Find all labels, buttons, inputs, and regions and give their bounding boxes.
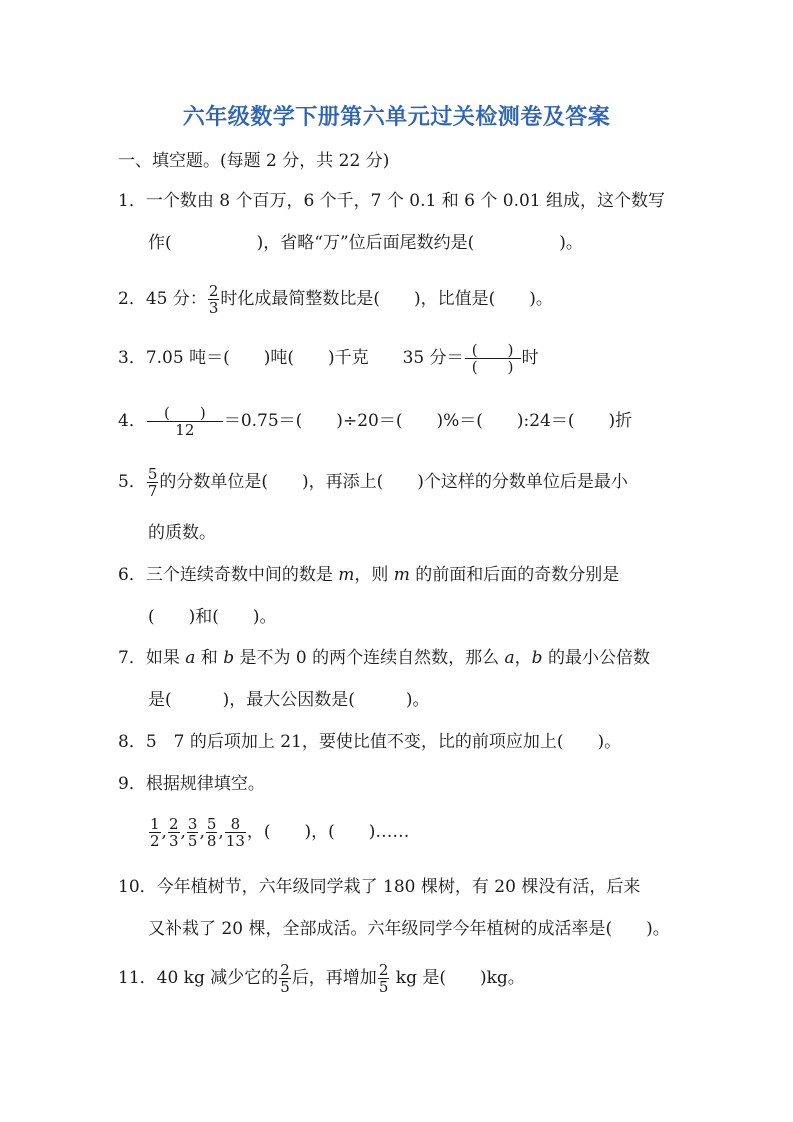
- fraction-denominator-blank: ( ): [465, 358, 521, 375]
- fraction-five-sevenths: [147, 466, 159, 499]
- section-heading: 一、填空题。(每题 2 分，共 22 分): [118, 151, 390, 171]
- text-segment: 的前面和后面的奇数分别是: [409, 565, 620, 585]
- fraction-denominator: 13: [225, 832, 245, 850]
- fraction-denominator: 7: [147, 482, 158, 500]
- sequence-fraction: [187, 816, 199, 849]
- fraction-numerator: 2: [168, 815, 179, 833]
- fraction-over-twelve: [147, 405, 223, 438]
- question-11: [118, 962, 525, 995]
- fraction-numerator: 2: [208, 282, 219, 300]
- question-7-line-1: [118, 647, 650, 669]
- sequence-fraction: [168, 816, 180, 849]
- variable-a: a: [504, 648, 515, 668]
- page-title: 六年级数学下册第六单元过关检测卷及答案: [182, 105, 611, 130]
- sequence-separator: ,: [199, 822, 205, 842]
- sequence-separator: ,: [218, 822, 224, 842]
- question-10-line-1: 10．今年植树节，六年级同学栽了 180 棵树，有 20 棵没有活，后来: [118, 877, 641, 897]
- fraction-blank: [465, 342, 521, 375]
- fraction-numerator: 8: [230, 815, 241, 833]
- question-1-line-1: 1．一个数由 8 个百万，6 个千，7 个 0.1 和 6 个 0.01 组成，这个数写: [118, 191, 666, 211]
- fraction-numerator: 1: [150, 815, 160, 833]
- question-10-line-2: 又补栽了 20 棵，全部成活。六年级同学今年植树的成活率是( )。: [148, 919, 670, 939]
- sequence-separator: ,: [161, 822, 167, 842]
- variable-b: b: [223, 648, 235, 668]
- fraction-denominator: 5: [187, 832, 198, 850]
- sequence-fraction: [206, 816, 218, 849]
- variable-m: m: [393, 565, 410, 585]
- sequence-fraction: [225, 816, 246, 849]
- fraction-denominator: 3: [208, 299, 219, 317]
- question-7-line-2: 是( )，最大公因数是( )。: [148, 690, 430, 710]
- fraction-sequence: [148, 815, 247, 850]
- question-11-prefix: 11．40 kg 减少它的: [118, 968, 279, 988]
- question-9-line-1: 9．根据规律填空。: [118, 774, 265, 794]
- fraction-denominator: 8: [206, 832, 217, 850]
- question-3: [118, 342, 539, 375]
- fraction-two-thirds: [208, 283, 220, 316]
- variable-b: b: [531, 648, 543, 668]
- fraction-numerator-blank: ( ): [163, 404, 206, 422]
- question-3-prefix: 3．7.05 吨＝( )吨( )千克 35 分＝: [118, 348, 464, 368]
- sequence-fraction: [149, 816, 161, 849]
- question-4-suffix: ＝0.75＝( )÷20＝( )%＝( ):24＝( )折: [223, 411, 633, 431]
- text-segment: 7．如果: [118, 648, 186, 668]
- text-segment: ，: [514, 648, 532, 668]
- question-4: [118, 405, 632, 438]
- question-2-suffix: 时化成最简整数比是( )，比值是( )。: [220, 289, 553, 309]
- text-segment: 6．三个连续奇数中间的数是: [118, 565, 339, 585]
- fraction-numerator: 2: [378, 961, 389, 979]
- fraction-denominator: 5: [378, 978, 389, 996]
- fraction-numerator: 3: [187, 815, 198, 833]
- question-4-prefix: 4．: [118, 411, 146, 431]
- question-9-sequence: [148, 816, 409, 849]
- text-segment: ，则: [354, 565, 394, 585]
- fraction-denominator: 3: [168, 832, 179, 850]
- question-5-line-2: 的质数。: [148, 523, 216, 543]
- question-1-line-2: 作( )，省略“万”位后面尾数约是( )。: [148, 233, 583, 253]
- question-3-suffix: 时: [521, 348, 539, 368]
- variable-a: a: [185, 648, 196, 668]
- fraction-numerator: 2: [280, 961, 290, 979]
- fraction-numerator: 5: [206, 815, 217, 833]
- variable-m: m: [338, 565, 355, 585]
- question-5: [118, 466, 628, 499]
- sequence-separator: ,: [180, 822, 186, 842]
- fraction-denominator: 5: [280, 978, 290, 996]
- fraction-two-fifths: [378, 962, 390, 995]
- text-segment: 是不为 0 的两个连续自然数，那么: [234, 648, 505, 668]
- question-2: [118, 283, 553, 316]
- question-5-prefix: 5．: [118, 472, 146, 492]
- question-6-line-1: [118, 564, 619, 586]
- fraction-denominator: 12: [147, 421, 223, 438]
- question-11-middle: 后，再增加: [291, 968, 377, 988]
- text-segment: 的最小公倍数: [542, 648, 650, 668]
- question-2-prefix: 2．45 分：: [118, 289, 207, 309]
- question-11-suffix: kg 是( )kg。: [390, 968, 525, 988]
- fraction-denominator: 2: [150, 832, 160, 850]
- question-8: 8．5 7 的后项加上 21，要使比值不变，比的前项应加上( )。: [118, 732, 622, 752]
- question-5-suffix: 的分数单位是( )，再添上( )个这样的分数单位后是最小: [159, 472, 628, 492]
- fraction-numerator: 5: [147, 465, 158, 483]
- text-segment: 和: [195, 648, 224, 668]
- fraction-numerator-blank: ( ): [471, 341, 514, 359]
- sequence-tail: ，( )，( )……: [246, 822, 410, 842]
- question-6-line-2: ( )和( )。: [148, 607, 277, 627]
- fraction-two-fifths: [279, 962, 291, 995]
